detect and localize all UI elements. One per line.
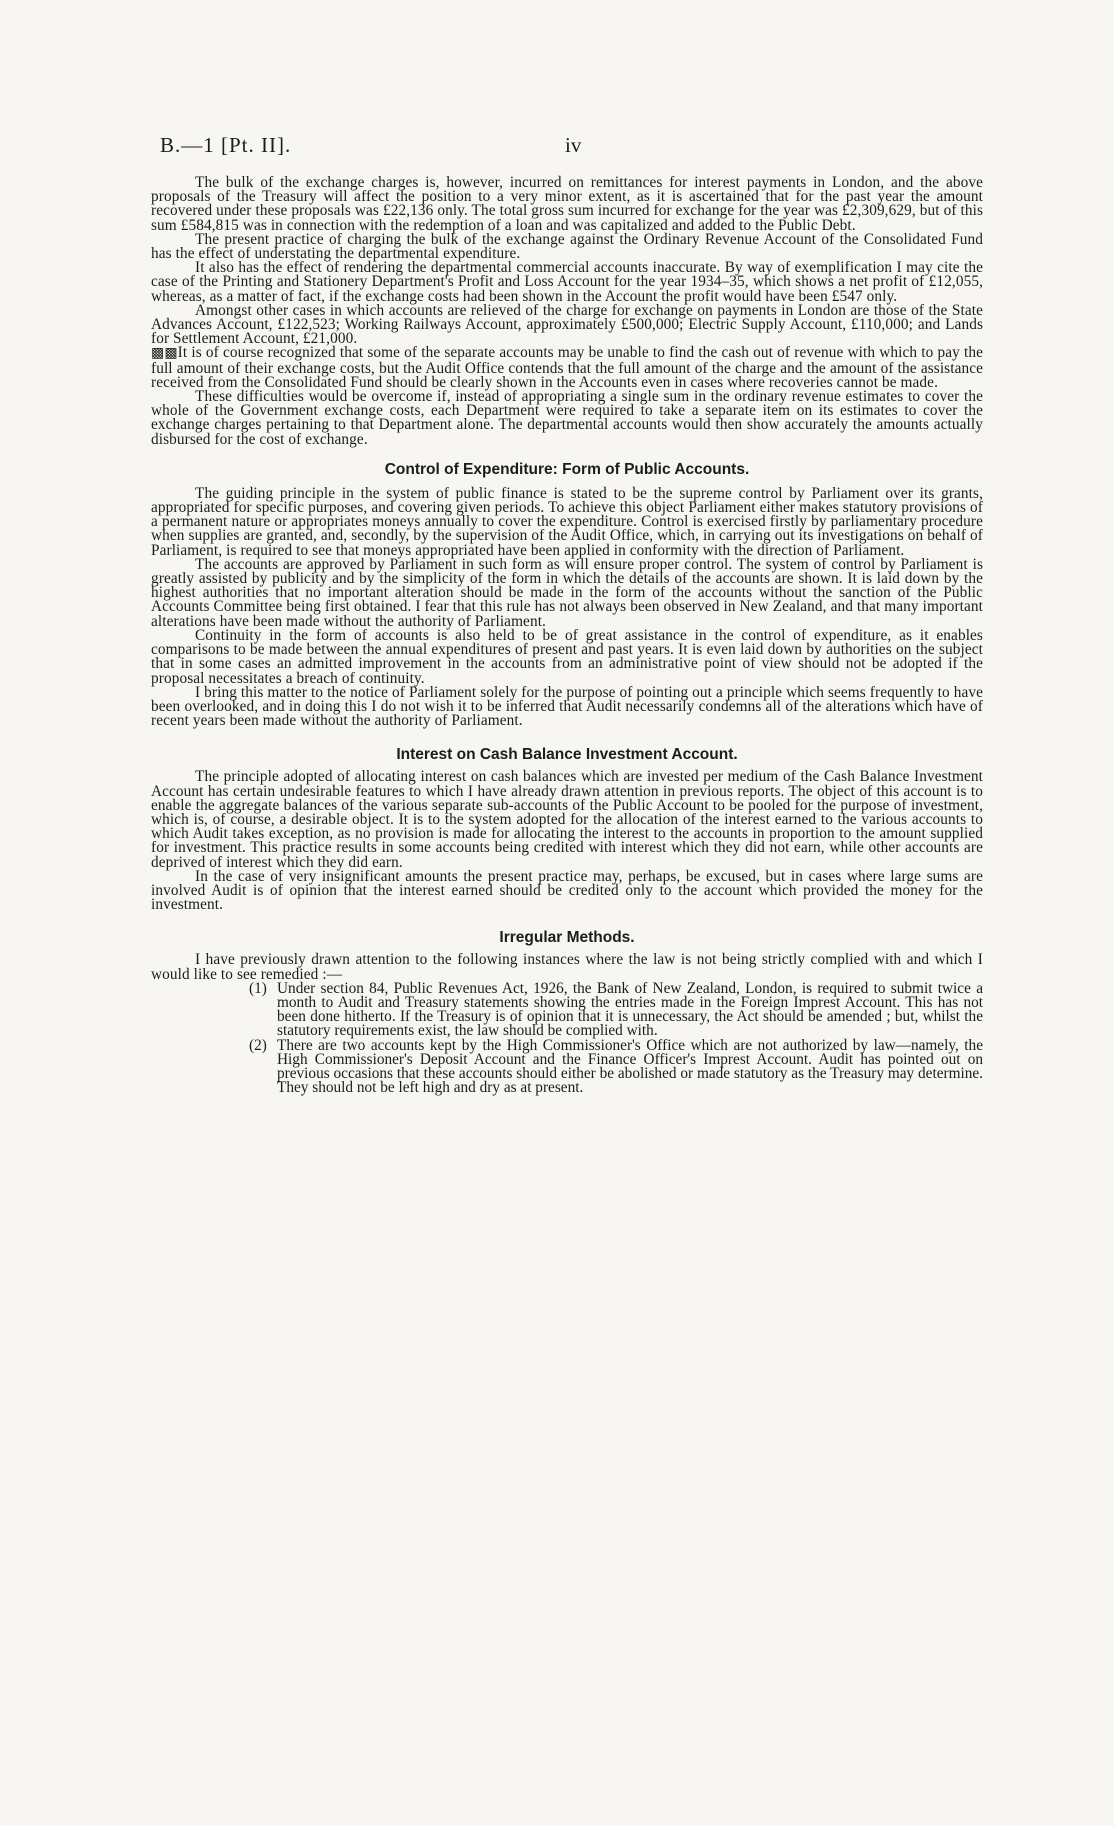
paragraph: The bulk of the exchange charges is, however, incurred on remittances for interest payments in London, and the above proposals of the Treasury will affect the position to a very minor extent, as it is ascertained that for the past year the amount recovered under these proposals was £22,136 only. The total gross sum incurred for exchange for the year was £2,309,629, but of this sum £584,815 was in connection with the redemption of a loan and was capitalized and added to the Public Debt. — [151, 174, 983, 234]
paragraph: It also has the effect of rendering the departmental commercial accounts inaccurate. By way of exemplification I may cite the case of the Printing and Stationery Department's Profit and Loss Account for the year 1934–35, which shows a net profit of £12,055, whereas, as a matter of fact, if the exchange costs had been shown in the Account the profit would have been £547 only. — [151, 259, 983, 305]
section-heading-interest: Interest on Cash Balance Investment Account. — [396, 746, 738, 764]
paragraph: Amongst other cases in which accounts are relieved of the charge for exchange on payments in London are those of the State Advances Account, £122,523; Working Railways Account, approximately £500,000; Electric Supply Account, £110,000; and Lands for Settlement Account, £21,000. — [151, 301, 983, 348]
list-item — [151, 1036, 983, 1097]
paragraph: Continuity in the form of accounts is also held to be of great assistance in the control of expenditure, as it enables comparisons to be made between the annual expenditures of present and past years. It is even laid down by authorities on the subject that in some cases an admitted improvement in the accounts from an administrative point of view should not be adopted if the proposal necessitates a breach of continuity. — [151, 626, 983, 687]
paragraph: These difficulties would be overcome if, instead of appropriating a single sum in the ordinary revenue estimates to cover the whole of the Government exchange costs, each Department were required to take a separate item on its estimates to cover the exchange charges pertaining to that Department alone. The departmental accounts would then show accurately the amounts actually disbursed for the cost of exchange. — [151, 388, 983, 448]
paragraph: In the case of very insignificant amounts the present practice may, perhaps, be excused, but in cases where large sums are involved Audit is of opinion that the interest earned should be credited only to the account which provided the money for the investment. — [151, 867, 983, 914]
page-number: iv — [565, 133, 582, 157]
document-reference: B.—1 [Pt. II]. — [160, 133, 292, 157]
page-header — [160, 133, 960, 163]
paragraph: I have previously drawn attention to the following instances where the law is not being strictly complied with and which I would like to see remedied :— — [151, 951, 983, 983]
section-heading-irregular: Irregular Methods. — [499, 929, 635, 947]
list-item-text: Under section 84, Public Revenues Act, 1926, the Bank of New Zealand, London, is required to submit twice a month to Audit and Treasury statements showing the entries made in the Foreign Imprest Account. This has not been done hitherto. If the Treasury is of opinion that it is unnecessary, the Act should be amended ; but, whilst the statutory requirements exist, the law should be complied with. — [277, 979, 983, 1040]
paragraph: The accounts are approved by Parliament in such form as will ensure proper control. The system of control by Parliament is greatly assisted by publicity and by the simplicity of the form in which the details of the accounts are shown. It is laid down by the highest authorities that no important alteration should be made in the form of the accounts without the sanction of the Public Accounts Committee being first obtained. I fear that this rule has not always been observed in New Zealand, and that many important alterations have been made without the authority of Parliament. — [151, 555, 983, 630]
paragraph-text: It is of course recognized that some of the separate accounts may be unable to find the cash out of revenue with which to pay the full amount of their exchange costs, but the Audit Office contends that the full amount of the charge and the amount of the assistance received from the Consolidated Fund should be clearly shown in the Accounts even in cases where recoveries cannot be made. — [151, 344, 983, 391]
marked-paragraph — [151, 346, 983, 390]
paragraph: The principle adopted of allocating interest on cash balances which are invested per medium of the Cash Balance Investment Account has certain undesirable features to which I have already drawn attention in previous reports. The object of this account is to enable the aggregate balances of the various separate sub-accounts of the Public Account to be pooled for the purpose of investment, which is, of course, a desirable object. It is to the system adopted for the allocation of the interest earned to the various accounts to which Audit takes exception, as no provision is made for allocating the interest to the accounts in proportion to the amount supplied for investment. This practice results in some accounts being credited with interest which they did not earn, while other accounts are deprived of interest which they did earn. — [151, 768, 983, 871]
list-item — [151, 979, 983, 1040]
paragraph: The guiding principle in the system of public finance is stated to be the supreme control by Parliament over its grants, appropriated for specific purposes, and covering given periods. To achieve this object Parliament either makes statutory provisions of a permanent nature or appropriates moneys annually to cover the expenditure. Control is exercised firstly by parliamentary procedure when supplies are granted, and, secondly, by the supervision of the Audit Office, which, in carrying out its investigations on behalf of Parliament, is required to see that moneys appropriated have been applied in conformity with the direction of Parliament. — [151, 484, 983, 559]
list-item-text: There are two accounts kept by the High Commissioner's Office which are not authorized by law—namely, the High Commissioner's Deposit Account and the Finance Officer's Imprest Account. Audit has pointed out on previous occasions that these accounts should either be abolished or made statutory as the Treasury may determine. They should not be left high and dry as at present. — [277, 1036, 983, 1097]
document-body — [151, 176, 983, 1095]
list-item-number: (2) — [249, 1036, 267, 1054]
irregularities-list — [151, 979, 983, 1097]
printer-mark: ▩▩ — [151, 346, 178, 362]
paragraph: The present practice of charging the bulk of the exchange against the Ordinary Revenue Account of the Consolidated Fund has the effect of understating the departmental expenditure. — [151, 230, 983, 263]
paragraph: I bring this matter to the notice of Parliament solely for the purpose of pointing out a principle which seems frequently to have been overlooked, and in doing this I do not wish it to be inferred that Audit necessarily condemns all of the alterations which have of recent years been made without the authority of Parliament. — [151, 683, 983, 730]
list-item-number: (1) — [249, 979, 267, 997]
section-heading-control: Control of Expenditure: Form of Public Accounts. — [384, 460, 750, 478]
